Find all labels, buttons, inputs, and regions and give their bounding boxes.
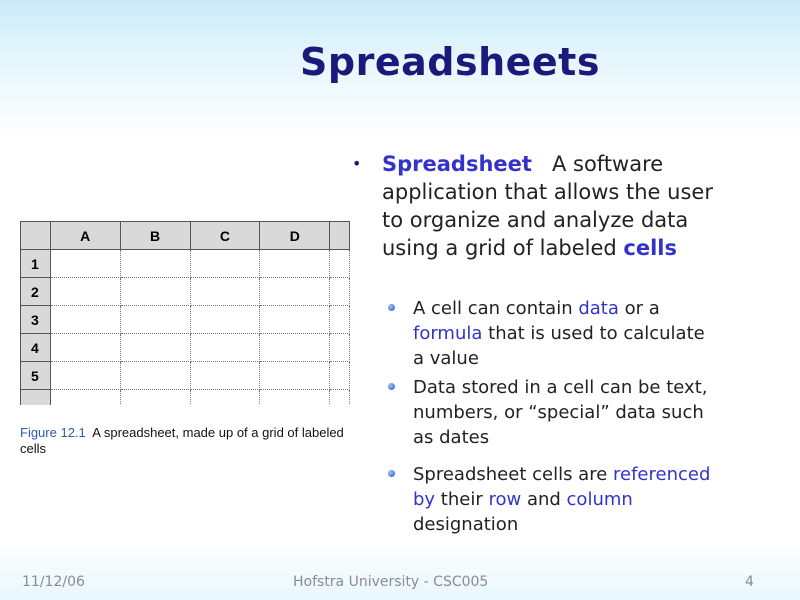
highlighted-term: data — [578, 298, 619, 319]
column-header: B — [120, 222, 190, 250]
highlighted-term: column — [566, 489, 633, 510]
column-header: C — [190, 222, 260, 250]
spreadsheet-figure — [20, 221, 350, 405]
grid-cell — [190, 306, 260, 334]
grid-cell — [50, 362, 120, 390]
column-header: D — [260, 222, 330, 250]
term-spreadsheet: Spreadsheet — [382, 152, 532, 176]
grid-cell — [330, 278, 350, 306]
grid-row — [21, 362, 350, 390]
grid-cell — [190, 250, 260, 278]
bullet-dot-icon: • — [352, 154, 362, 173]
column-header: A — [50, 222, 120, 250]
grid-cell — [120, 334, 190, 362]
sub-bullet-dot-icon — [388, 383, 395, 390]
column-header-partial — [330, 222, 350, 250]
sub-bullet — [388, 375, 718, 450]
grid-cell — [330, 390, 350, 406]
sub-bullet-dot-icon — [388, 304, 395, 311]
footer-page-number: 4 — [745, 574, 754, 590]
figure-caption — [20, 425, 350, 457]
row-header — [21, 390, 51, 406]
column-header-row — [21, 222, 350, 250]
grid-cell — [260, 362, 330, 390]
grid-cell — [50, 278, 120, 306]
grid-row — [21, 306, 350, 334]
sub-bullet-dot-icon — [388, 470, 395, 477]
figure-label: Figure 12.1 — [20, 425, 86, 440]
row-header: 5 — [21, 362, 51, 390]
definition-text: A software application that allows the user to organize and analyze data using a grid of labeled — [382, 152, 713, 260]
sub-bullet-fragment: A cell can contain — [413, 298, 579, 319]
grid-row — [21, 334, 350, 362]
sub-bullet-fragment: or a — [618, 298, 660, 319]
term-cells: cells — [623, 236, 677, 260]
main-bullet — [352, 150, 732, 262]
main-bullet-text — [382, 150, 732, 262]
highlighted-term: referenced by — [413, 464, 711, 510]
sub-bullet-text — [413, 296, 718, 371]
grid-cell — [260, 390, 330, 406]
grid-cell — [330, 250, 350, 278]
grid-cell — [330, 306, 350, 334]
grid-cell — [260, 250, 330, 278]
grid-cell — [190, 334, 260, 362]
grid-cell — [120, 362, 190, 390]
footer-center: Hofstra University - CSC005 — [293, 574, 489, 590]
grid-cell — [260, 278, 330, 306]
row-header: 2 — [21, 278, 51, 306]
highlighted-term: row — [488, 489, 522, 510]
sub-bullet-fragment: and — [521, 489, 567, 510]
grid-cell — [120, 306, 190, 334]
grid-cell — [190, 278, 260, 306]
row-header: 3 — [21, 306, 51, 334]
grid-cell — [50, 390, 120, 406]
highlighted-term: formula — [413, 323, 483, 344]
sub-bullet-text — [413, 462, 718, 537]
grid-cell — [120, 390, 190, 406]
grid-cell — [190, 362, 260, 390]
sub-bullet-fragment: their — [435, 489, 489, 510]
grid-cell — [120, 278, 190, 306]
grid-row — [21, 278, 350, 306]
grid-cell — [330, 334, 350, 362]
grid-cell — [330, 362, 350, 390]
sub-bullet — [388, 296, 718, 371]
grid-cell — [260, 334, 330, 362]
slide-title: Spreadsheets — [300, 40, 600, 84]
sub-bullet-fragment: designation — [413, 514, 519, 535]
grid-cell — [50, 306, 120, 334]
sub-bullet-text — [413, 375, 718, 450]
spreadsheet-grid — [20, 221, 350, 405]
row-header: 4 — [21, 334, 51, 362]
grid-row — [21, 390, 350, 406]
footer-date: 11/12/06 — [22, 574, 85, 590]
grid-row — [21, 250, 350, 278]
sub-bullet — [388, 462, 718, 537]
grid-cell — [120, 250, 190, 278]
sub-bullet-fragment: Data stored in a cell can be text, numbers, or “special” data such as dates — [413, 377, 708, 448]
corner-cell — [21, 222, 51, 250]
grid-cell — [50, 250, 120, 278]
grid-cell — [190, 390, 260, 406]
grid-cell — [260, 306, 330, 334]
figure-caption-text: A spreadsheet, made up of a grid of labeled cells — [20, 425, 344, 456]
sub-bullet-fragment: Spreadsheet cells are — [413, 464, 614, 485]
sub-bullet-fragment: that is used to calculate a value — [413, 323, 705, 369]
row-header: 1 — [21, 250, 51, 278]
grid-cell — [50, 334, 120, 362]
